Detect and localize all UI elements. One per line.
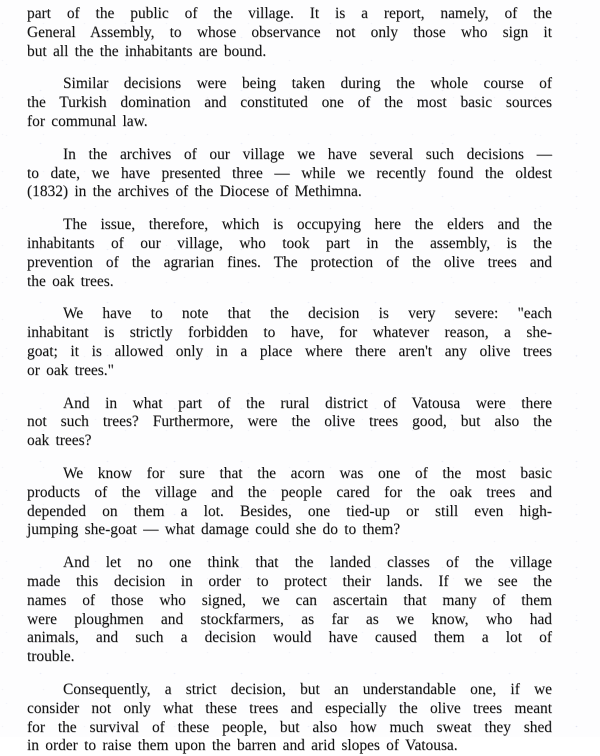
text-line: not such trees? Furthermore, were the olive trees good, but also the [27, 413, 552, 431]
text-line: but all the the inhabitants are bound. [27, 42, 267, 60]
text-line: oak trees? [27, 432, 92, 450]
text-line: consider not only what these trees and especially the olive trees meant [27, 699, 552, 717]
paragraph [27, 305, 552, 380]
text-line: or oak trees." [27, 361, 114, 379]
text-line: products of the village and the people cared for the oak trees and [27, 483, 552, 501]
text-line: The issue, therefore, which is occupying here the elders and the [63, 216, 552, 234]
text-line: in order to raise them upon the barren and arid slopes of Vatousa. [27, 737, 458, 755]
text-line: And in what part of the rural district of Vatousa were there [63, 394, 552, 412]
text-line: trouble. [27, 648, 75, 666]
paragraph [27, 146, 552, 202]
text-line: for the survival of these people, but also how much sweat they shed [27, 718, 552, 736]
page-text [27, 5, 552, 756]
text-line: Similar decisions were being taken during the whole course of [63, 75, 552, 93]
text-line: the Turkish domination and constituted one of the most basic sources [27, 94, 552, 112]
paragraph [27, 75, 552, 131]
text-line: goat; it is allowed only in a place where there aren't any olive trees [27, 342, 552, 360]
paragraph [27, 5, 552, 61]
text-line: names of those who signed, we can ascertain that many of them [27, 591, 552, 609]
text-line: In the archives of our village we have several such decisions — [63, 145, 552, 163]
paragraph [27, 681, 552, 756]
text-line: part of the public of the village. It is a report, namely, of the [27, 5, 552, 22]
text-line: for communal law. [27, 112, 148, 130]
text-line: made this decision in order to protect their lands. If we see the [27, 572, 552, 590]
text-line: depended on them a lot. Besides, one tied-up or still even high- [27, 502, 552, 520]
text-line: the oak trees. [27, 272, 114, 290]
paragraph [27, 554, 552, 667]
text-line: prevention of the agrarian fines. The protection of the olive trees and [27, 253, 552, 271]
text-line: (1832) in the archives of the Diocese of Methimna. [27, 183, 362, 201]
text-line: We know for sure that the acorn was one of the most basic [63, 464, 552, 482]
text-line: jumping she-goat — what damage could she do to them? [27, 521, 401, 539]
text-line: inhabitants of our village, who took part in the assembly, is the [27, 234, 552, 252]
paragraph [27, 395, 552, 451]
paragraph [27, 465, 552, 540]
text-line: We have to note that the decision is very severe: "each [63, 305, 552, 323]
paragraph [27, 216, 552, 291]
text-line: And let no one think that the landed classes of the village [63, 554, 552, 572]
text-line: Consequently, a strict decision, but an understandable one, if we [63, 680, 552, 698]
text-line: animals, and such a decision would have caused them a lot of [27, 629, 552, 647]
text-line: inhabitant is strictly forbidden to have, for whatever reason, a she- [27, 324, 552, 342]
text-line: were ploughmen and stockfarmers, as far as we know, who had [27, 610, 552, 628]
text-line: General Assembly, to whose observance not only those who sign it [27, 23, 552, 41]
text-line: to date, we have presented three — while we recently found the oldest [27, 164, 552, 182]
